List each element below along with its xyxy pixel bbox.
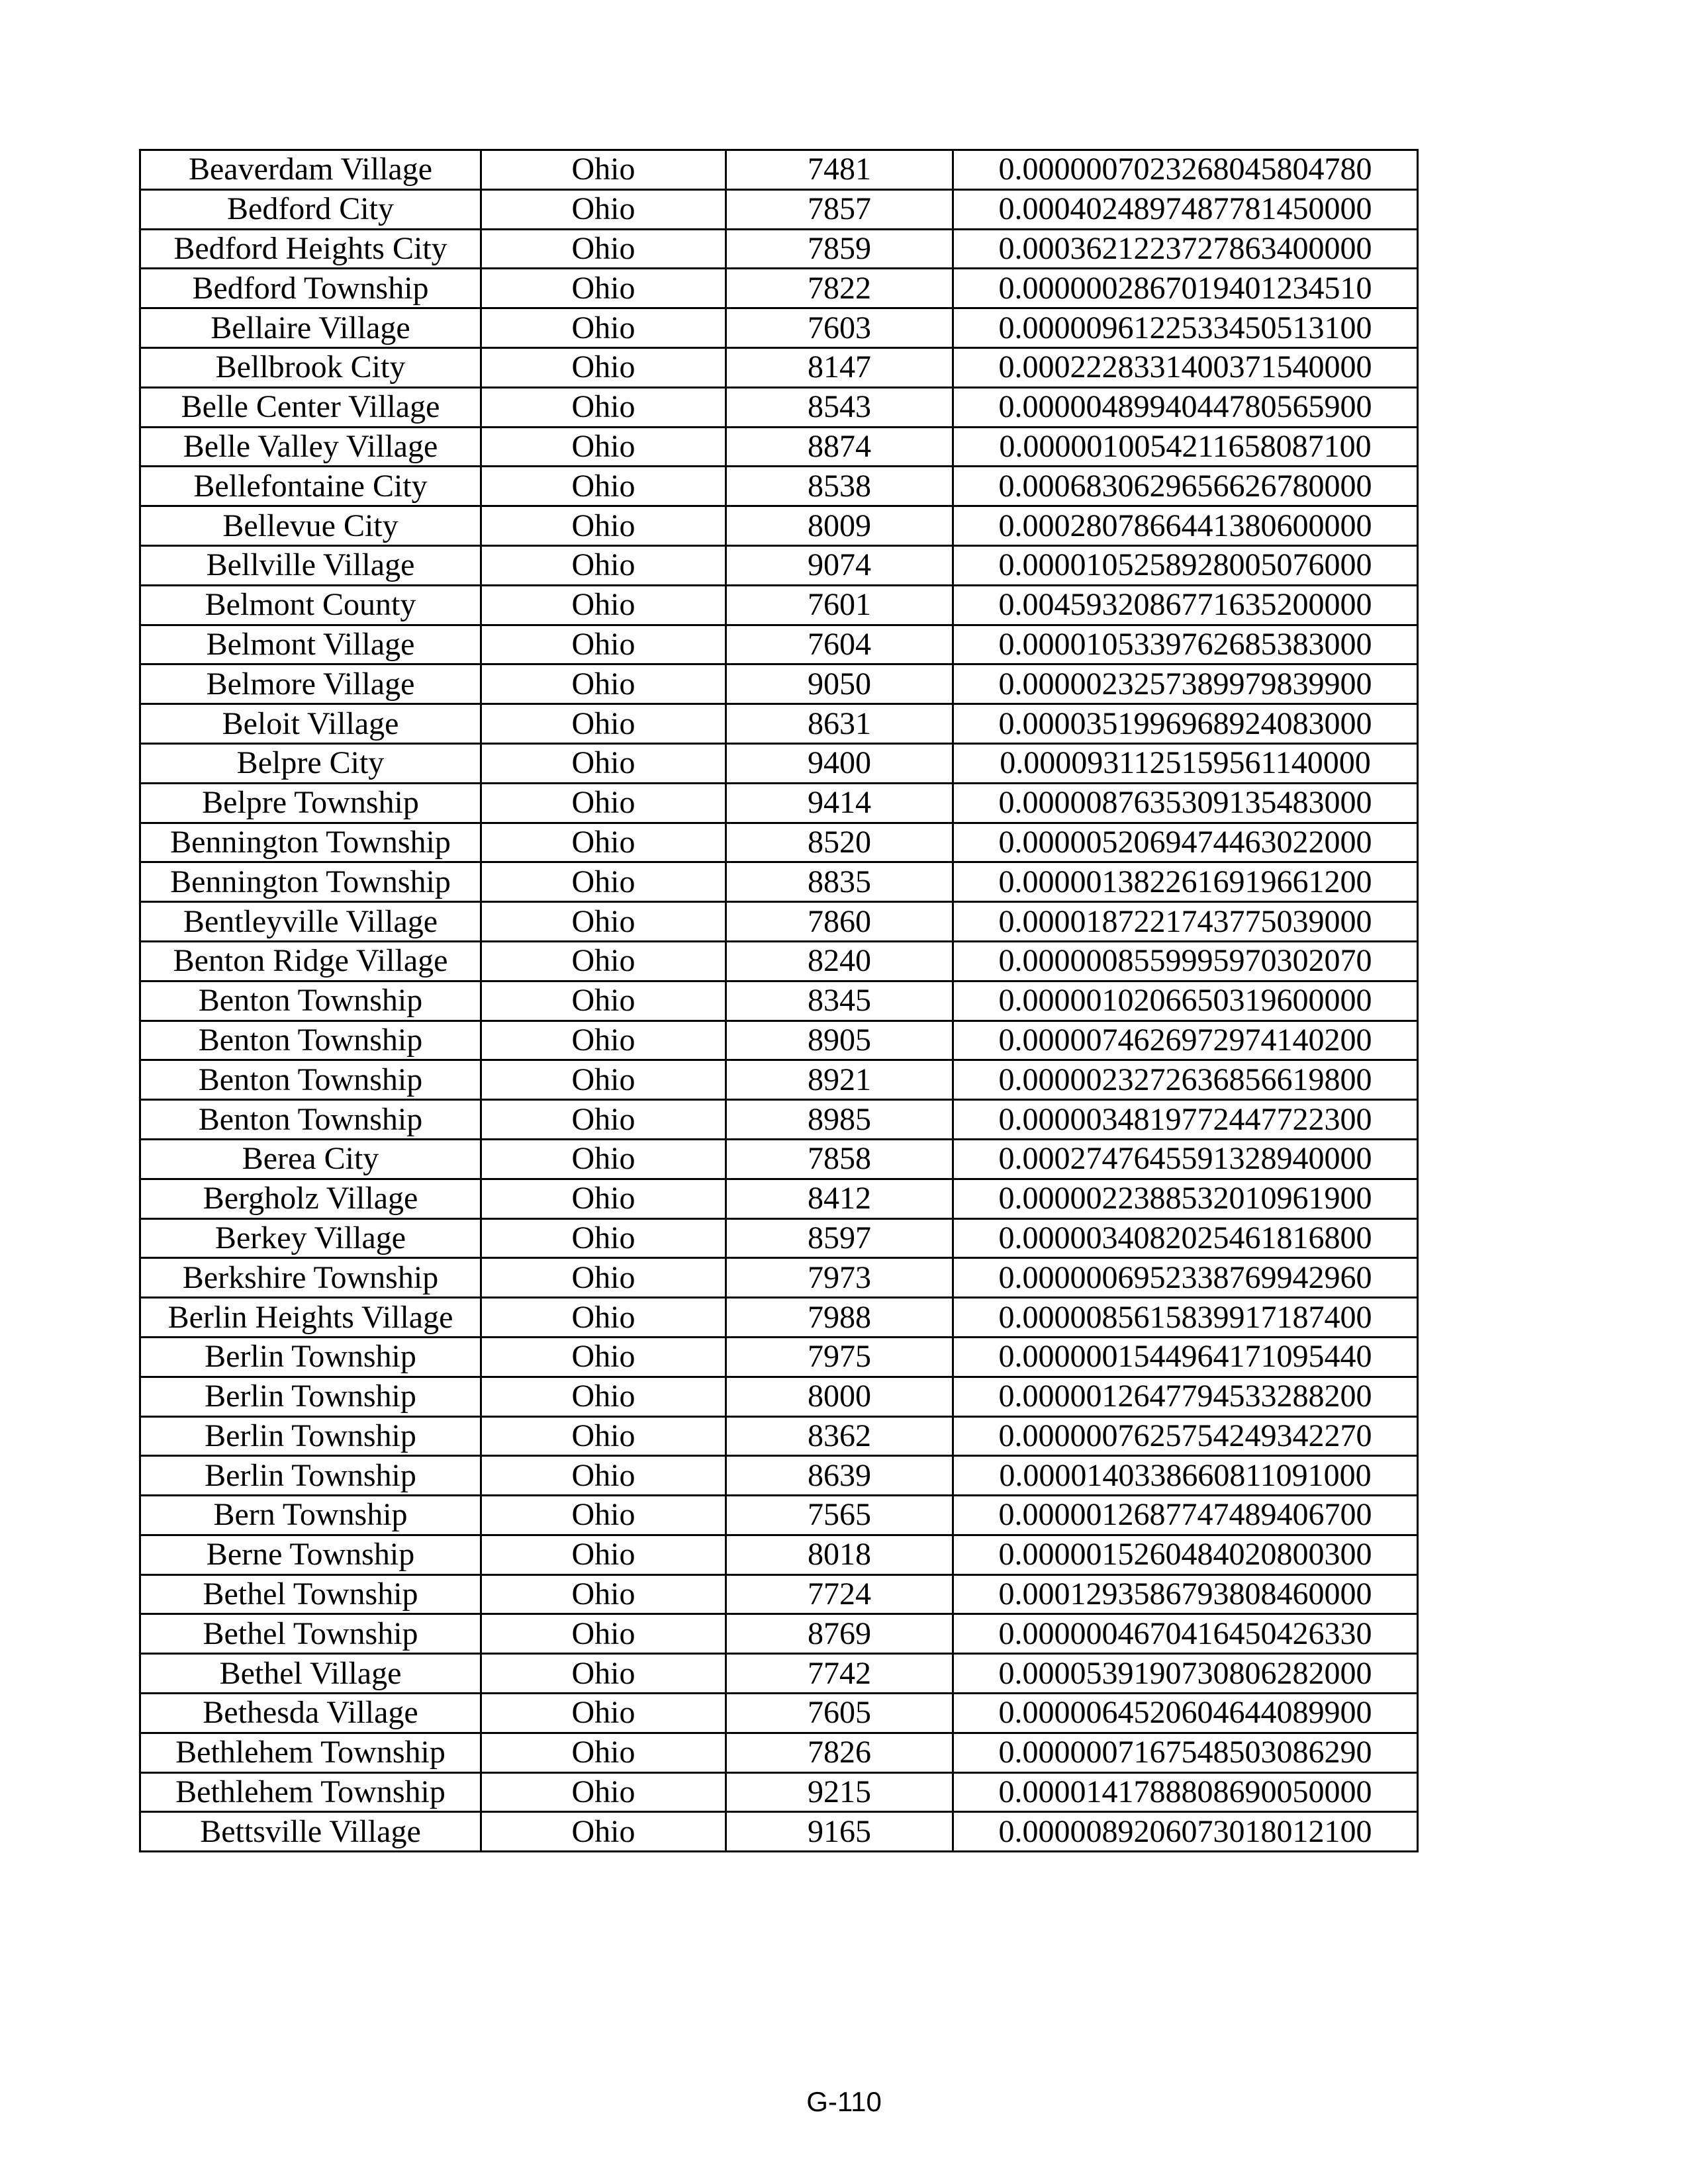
- subdivision-name-cell: Bethel Village: [140, 1654, 481, 1694]
- id-cell: 8631: [726, 704, 953, 744]
- subdivision-name-cell: Belmont Village: [140, 625, 481, 664]
- state-cell: Ohio: [481, 1337, 726, 1377]
- state-cell: Ohio: [481, 1772, 726, 1812]
- allocation-percentage-cell: 0.0000140338660811091000: [953, 1456, 1418, 1496]
- allocation-percentage-cell: 0.0002807866441380600000: [953, 506, 1418, 546]
- allocation-percentage-cell: 0.0000539190730806282000: [953, 1654, 1418, 1694]
- subdivision-name-cell: Belpre Township: [140, 783, 481, 823]
- allocation-percentage-cell: 0.0003621223727863400000: [953, 229, 1418, 269]
- id-cell: 7988: [726, 1298, 953, 1338]
- allocation-percentage-cell: 0.0000010054211658087100: [953, 427, 1418, 467]
- table-row: [140, 902, 1418, 942]
- subdivision-name-cell: Bergholz Village: [140, 1179, 481, 1218]
- table-row: [140, 427, 1418, 467]
- state-cell: Ohio: [481, 664, 726, 704]
- state-cell: Ohio: [481, 1456, 726, 1496]
- state-cell: Ohio: [481, 862, 726, 902]
- table-row: [140, 664, 1418, 704]
- table-row: [140, 1733, 1418, 1772]
- id-cell: 8874: [726, 427, 953, 467]
- subdivision-name-cell: Belle Center Village: [140, 387, 481, 427]
- table-row: [140, 704, 1418, 744]
- allocation-percentage-cell: 0.0000096122533450513100: [953, 308, 1418, 348]
- id-cell: 8520: [726, 823, 953, 862]
- table-row: [140, 545, 1418, 585]
- id-cell: 8345: [726, 981, 953, 1021]
- allocation-percentage-cell: 0.0000004670416450426330: [953, 1614, 1418, 1654]
- id-cell: 7975: [726, 1337, 953, 1377]
- id-cell: 7565: [726, 1496, 953, 1535]
- state-cell: Ohio: [481, 506, 726, 546]
- subdivision-name-cell: Bentleyville Village: [140, 902, 481, 942]
- id-cell: 9074: [726, 545, 953, 585]
- id-cell: 7860: [726, 902, 953, 942]
- id-cell: 8921: [726, 1060, 953, 1100]
- state-cell: Ohio: [481, 1535, 726, 1574]
- id-cell: 8362: [726, 1416, 953, 1456]
- subdivision-name-cell: Bellevue City: [140, 506, 481, 546]
- allocation-percentage-cell: 0.0000105258928005076000: [953, 545, 1418, 585]
- table-row: [140, 1694, 1418, 1733]
- allocation-percentage-cell: 0.0000007167548503086290: [953, 1733, 1418, 1772]
- id-cell: 8597: [726, 1218, 953, 1258]
- table-row: [140, 1139, 1418, 1179]
- table-row: [140, 1377, 1418, 1416]
- id-cell: 8147: [726, 347, 953, 387]
- subdivision-name-cell: Belle Valley Village: [140, 427, 481, 467]
- table-row: [140, 941, 1418, 981]
- id-cell: 9400: [726, 743, 953, 783]
- state-cell: Ohio: [481, 743, 726, 783]
- state-cell: Ohio: [481, 1100, 726, 1140]
- subdivision-name-cell: Bern Township: [140, 1496, 481, 1535]
- subdivision-name-cell: Bethlehem Township: [140, 1772, 481, 1812]
- allocation-percentage-cell: 0.0000013822616919661200: [953, 862, 1418, 902]
- table-row: [140, 1812, 1418, 1852]
- id-cell: 7973: [726, 1258, 953, 1298]
- allocation-table: [139, 149, 1419, 1852]
- subdivision-name-cell: Belpre City: [140, 743, 481, 783]
- id-cell: 8018: [726, 1535, 953, 1574]
- table-row: [140, 981, 1418, 1021]
- state-cell: Ohio: [481, 1614, 726, 1654]
- allocation-percentage-cell: 0.0000012647794533288200: [953, 1377, 1418, 1416]
- state-cell: Ohio: [481, 387, 726, 427]
- table-row: [140, 347, 1418, 387]
- table-row: [140, 189, 1418, 229]
- subdivision-name-cell: Berea City: [140, 1139, 481, 1179]
- state-cell: Ohio: [481, 625, 726, 664]
- state-cell: Ohio: [481, 1218, 726, 1258]
- id-cell: 7826: [726, 1733, 953, 1772]
- state-cell: Ohio: [481, 467, 726, 506]
- allocation-percentage-cell: 0.0000048994044780565900: [953, 387, 1418, 427]
- subdivision-name-cell: Berlin Township: [140, 1416, 481, 1456]
- state-cell: Ohio: [481, 150, 726, 190]
- table-row: [140, 1496, 1418, 1535]
- allocation-percentage-cell: 0.0000007625754249342270: [953, 1416, 1418, 1456]
- allocation-percentage-cell: 0.0000141788808690050000: [953, 1772, 1418, 1812]
- state-cell: Ohio: [481, 1654, 726, 1694]
- table-row: [140, 269, 1418, 308]
- allocation-percentage-cell: 0.0000105339762685383000: [953, 625, 1418, 664]
- state-cell: Ohio: [481, 229, 726, 269]
- state-cell: Ohio: [481, 783, 726, 823]
- allocation-percentage-cell: 0.0001293586793808460000: [953, 1574, 1418, 1614]
- subdivision-name-cell: Berkshire Township: [140, 1258, 481, 1298]
- allocation-percentage-cell: 0.0000034082025461816800: [953, 1218, 1418, 1258]
- state-cell: Ohio: [481, 1694, 726, 1733]
- id-cell: 7822: [726, 269, 953, 308]
- table-row: [140, 1100, 1418, 1140]
- id-cell: 8000: [726, 1377, 953, 1416]
- table-row: [140, 1060, 1418, 1100]
- allocation-percentage-cell: 0.0000006952338769942960: [953, 1258, 1418, 1298]
- subdivision-name-cell: Bellaire Village: [140, 308, 481, 348]
- table-row: [140, 229, 1418, 269]
- id-cell: 9215: [726, 1772, 953, 1812]
- allocation-percentage-cell: 0.0000034819772447722300: [953, 1100, 1418, 1140]
- state-cell: Ohio: [481, 308, 726, 348]
- allocation-percentage-cell: 0.0000064520604644089900: [953, 1694, 1418, 1733]
- subdivision-name-cell: Bettsville Village: [140, 1812, 481, 1852]
- table-row: [140, 150, 1418, 190]
- allocation-percentage-cell: 0.0000012687747489406700: [953, 1496, 1418, 1535]
- subdivision-name-cell: Bellville Village: [140, 545, 481, 585]
- id-cell: 8009: [726, 506, 953, 546]
- id-cell: 7604: [726, 625, 953, 664]
- table-row: [140, 1179, 1418, 1218]
- state-cell: Ohio: [481, 347, 726, 387]
- subdivision-name-cell: Beaverdam Village: [140, 150, 481, 190]
- table-row: [140, 585, 1418, 625]
- state-cell: Ohio: [481, 1139, 726, 1179]
- state-cell: Ohio: [481, 1574, 726, 1614]
- id-cell: 7857: [726, 189, 953, 229]
- subdivision-name-cell: Bethel Township: [140, 1614, 481, 1654]
- state-cell: Ohio: [481, 1496, 726, 1535]
- table-row: [140, 1416, 1418, 1456]
- id-cell: 8835: [726, 862, 953, 902]
- subdivision-name-cell: Benton Ridge Village: [140, 941, 481, 981]
- state-cell: Ohio: [481, 902, 726, 942]
- table-row: [140, 1456, 1418, 1496]
- id-cell: 7724: [726, 1574, 953, 1614]
- subdivision-name-cell: Berlin Township: [140, 1456, 481, 1496]
- id-cell: 7601: [726, 585, 953, 625]
- state-cell: Ohio: [481, 1812, 726, 1852]
- state-cell: Ohio: [481, 823, 726, 862]
- state-cell: Ohio: [481, 545, 726, 585]
- id-cell: 8769: [726, 1614, 953, 1654]
- table-row: [140, 1574, 1418, 1614]
- allocation-percentage-cell: 0.0000008559995970302070: [953, 941, 1418, 981]
- allocation-percentage-cell: 0.0000074626972974140200: [953, 1021, 1418, 1060]
- table-row: [140, 1614, 1418, 1654]
- allocation-percentage-cell: 0.0002747645591328940000: [953, 1139, 1418, 1179]
- state-cell: Ohio: [481, 1179, 726, 1218]
- subdivision-name-cell: Benton Township: [140, 1060, 481, 1100]
- subdivision-name-cell: Benton Township: [140, 1021, 481, 1060]
- id-cell: 8639: [726, 1456, 953, 1496]
- id-cell: 8412: [726, 1179, 953, 1218]
- allocation-percentage-cell: 0.0000010206650319600000: [953, 981, 1418, 1021]
- allocation-percentage-cell: 0.0000023272636856619800: [953, 1060, 1418, 1100]
- id-cell: 7605: [726, 1694, 953, 1733]
- subdivision-name-cell: Bethel Township: [140, 1574, 481, 1614]
- allocation-percentage-cell: 0.0000089206073018012100: [953, 1812, 1418, 1852]
- table-row: [140, 783, 1418, 823]
- subdivision-name-cell: Berlin Township: [140, 1337, 481, 1377]
- id-cell: 9050: [726, 664, 953, 704]
- allocation-percentage-cell: 0.0000087635309135483000: [953, 783, 1418, 823]
- subdivision-name-cell: Bedford Township: [140, 269, 481, 308]
- state-cell: Ohio: [481, 981, 726, 1021]
- table-row: [140, 1258, 1418, 1298]
- subdivision-name-cell: Berne Township: [140, 1535, 481, 1574]
- table-row: [140, 1021, 1418, 1060]
- table-row: [140, 1298, 1418, 1338]
- id-cell: 9414: [726, 783, 953, 823]
- table-row: [140, 862, 1418, 902]
- id-cell: 8905: [726, 1021, 953, 1060]
- table-row: [140, 506, 1418, 546]
- allocation-percentage-cell: 0.0006830629656626780000: [953, 467, 1418, 506]
- subdivision-name-cell: Bethesda Village: [140, 1694, 481, 1733]
- allocation-percentage-cell: 0.0002228331400371540000: [953, 347, 1418, 387]
- table-row: [140, 1772, 1418, 1812]
- allocation-percentage-cell: 0.0000015260484020800300: [953, 1535, 1418, 1574]
- subdivision-name-cell: Bellbrook City: [140, 347, 481, 387]
- state-cell: Ohio: [481, 189, 726, 229]
- id-cell: 8985: [726, 1100, 953, 1140]
- allocation-percentage-cell: 0.0000187221743775039000: [953, 902, 1418, 942]
- table-row: [140, 1337, 1418, 1377]
- state-cell: Ohio: [481, 1733, 726, 1772]
- subdivision-name-cell: Bedford City: [140, 189, 481, 229]
- table-row: [140, 743, 1418, 783]
- state-cell: Ohio: [481, 1298, 726, 1338]
- allocation-percentage-cell: 0.0000023257389979839900: [953, 664, 1418, 704]
- id-cell: 8538: [726, 467, 953, 506]
- state-cell: Ohio: [481, 1021, 726, 1060]
- state-cell: Ohio: [481, 1377, 726, 1416]
- id-cell: 7858: [726, 1139, 953, 1179]
- subdivision-name-cell: Benton Township: [140, 1100, 481, 1140]
- subdivision-name-cell: Bellefontaine City: [140, 467, 481, 506]
- table-row: [140, 1654, 1418, 1694]
- state-cell: Ohio: [481, 269, 726, 308]
- id-cell: 7859: [726, 229, 953, 269]
- subdivision-name-cell: Benton Township: [140, 981, 481, 1021]
- state-cell: Ohio: [481, 1416, 726, 1456]
- allocation-percentage-cell: 0.0000002867019401234510: [953, 269, 1418, 308]
- page-number: G-110: [806, 2086, 882, 2117]
- subdivision-name-cell: Bennington Township: [140, 862, 481, 902]
- table-row: [140, 823, 1418, 862]
- id-cell: 9165: [726, 1812, 953, 1852]
- state-cell: Ohio: [481, 704, 726, 744]
- table-row: [140, 1535, 1418, 1574]
- table-row: [140, 1218, 1418, 1258]
- allocation-percentage-cell: 0.0000001544964171095440: [953, 1337, 1418, 1377]
- allocation-percentage-cell: 0.0000931125159561140000: [953, 743, 1418, 783]
- subdivision-name-cell: Bennington Township: [140, 823, 481, 862]
- table-row: [140, 467, 1418, 506]
- table-row: [140, 308, 1418, 348]
- state-cell: Ohio: [481, 585, 726, 625]
- subdivision-name-cell: Bedford Heights City: [140, 229, 481, 269]
- id-cell: 7603: [726, 308, 953, 348]
- subdivision-name-cell: Berkey Village: [140, 1218, 481, 1258]
- table-row: [140, 387, 1418, 427]
- id-cell: 8240: [726, 941, 953, 981]
- allocation-percentage-cell: 0.0000022388532010961900: [953, 1179, 1418, 1218]
- state-cell: Ohio: [481, 427, 726, 467]
- allocation-percentage-cell: 0.0045932086771635200000: [953, 585, 1418, 625]
- subdivision-name-cell: Berlin Township: [140, 1377, 481, 1416]
- allocation-percentage-cell: 0.0000351996968924083000: [953, 704, 1418, 744]
- allocation-percentage-cell: 0.0000052069474463022000: [953, 823, 1418, 862]
- subdivision-name-cell: Berlin Heights Village: [140, 1298, 481, 1338]
- state-cell: Ohio: [481, 1258, 726, 1298]
- subdivision-name-cell: Belmont County: [140, 585, 481, 625]
- allocation-percentage-cell: 0.0004024897487781450000: [953, 189, 1418, 229]
- subdivision-name-cell: Beloit Village: [140, 704, 481, 744]
- subdivision-name-cell: Belmore Village: [140, 664, 481, 704]
- allocation-percentage-cell: 0.0000085615839917187400: [953, 1298, 1418, 1338]
- state-cell: Ohio: [481, 941, 726, 981]
- id-cell: 7742: [726, 1654, 953, 1694]
- subdivision-name-cell: Bethlehem Township: [140, 1733, 481, 1772]
- table-body: [140, 150, 1418, 1852]
- table-row: [140, 625, 1418, 664]
- allocation-percentage-cell: 0.0000007023268045804780: [953, 150, 1418, 190]
- id-cell: 7481: [726, 150, 953, 190]
- id-cell: 8543: [726, 387, 953, 427]
- state-cell: Ohio: [481, 1060, 726, 1100]
